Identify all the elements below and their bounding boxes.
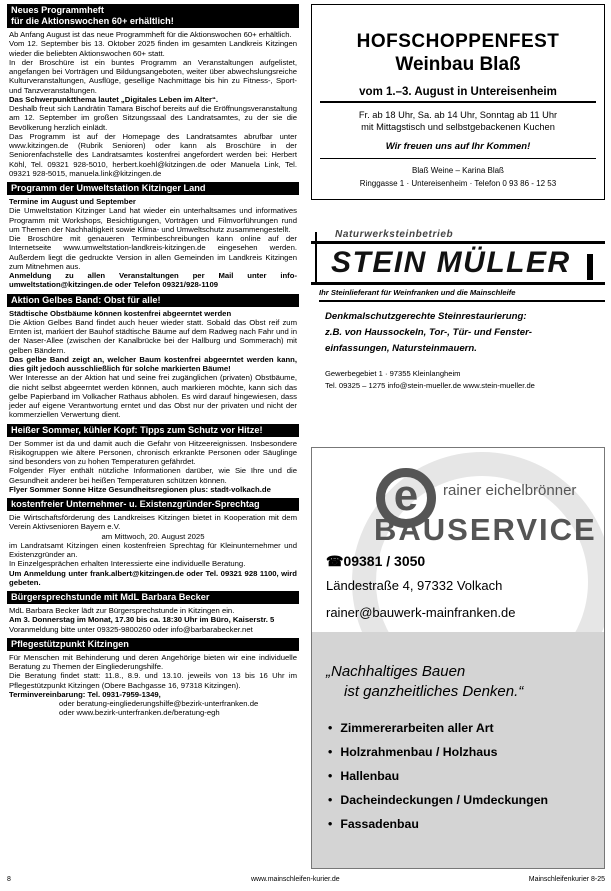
paragraph: oder www.bezirk-unterfranken.de/beratung-egh [59, 708, 220, 718]
desc-line: z.B. von Haussockeln, Tor-, Tür- und Fenster- [325, 327, 532, 338]
ad-hours-note: mit Mittagstisch und selbstgebackenen Kuchen [361, 122, 555, 132]
issue-label: Mainschleifenkurier 8-25 [528, 876, 605, 883]
paragraph: Ab Anfang August ist das neue Programmheft für die Aktionswochen 60+ erhältlich. [9, 30, 292, 39]
service-item: • Zimmererarbeiten aller Art [328, 716, 548, 740]
service-item: • Hallenbau [328, 764, 548, 788]
ad-subtitle: Weinbau Blaß [395, 54, 521, 75]
brand-name: BAUSERVICE [374, 512, 597, 547]
paragraph: Anmeldung zu allen Veranstaltungen per Mail unter info-umweltstation@kitzingen.de oder Telefon 09321/928-1109 [9, 271, 297, 290]
desc-line: einfassungen, Natursteinmauern. [325, 343, 477, 354]
services-list [328, 716, 548, 836]
paragraph: Das Schwerpunktthema lautet „Digitales Leben im Alter“. [9, 94, 219, 104]
ad-title: HOFSCHOPPENFEST [356, 31, 560, 52]
ad-owner: Blaß Weine – Karina Blaß [412, 166, 504, 175]
paragraph: Terminvereinbarung: Tel. 0931-7959-1349, [9, 689, 161, 699]
service-item: • Dacheindeckungen / Umdeckungen [328, 788, 548, 812]
ad-top [312, 448, 604, 632]
company-name: rainer eichelbrönner [443, 482, 577, 499]
logo-bar [587, 254, 593, 280]
ad-tagline: Ihr Steinlieferant für Weinfranken und die Mainschleife [319, 288, 605, 302]
ad-dates: vom 1.–3. August in Untereisenheim [359, 86, 557, 98]
email: rainer@bauwerk-mainfranken.de [326, 605, 516, 620]
section-body [7, 28, 299, 178]
paragraph: Die Wirtschaftsförderung des Landkreises Kitzingen bietet in Kooperation mit dem Verein Aktivsenioren Bayern e.V. [9, 513, 297, 532]
ad-description [325, 309, 605, 357]
quote-line: „Nachhaltiges Bauen [326, 663, 466, 680]
paragraph: Folgender Flyer enthält nützliche Informationen darüber, wie Sie Ihre und die Gesundheit anderer bei heißen Temperaturen schützen können. [9, 466, 297, 485]
paragraph: Das Programm ist auf der Homepage des Landratsamtes abrufbar unter www.kitzingen.de (Rubrik Senioren) oder kann als Broschüre in der Seniorenfachstelle des Landratsamtes kostenfrei angefordert werden bei: Herbert Köhl, Tel. 09321 928-5010, herbert.koehl@kitzingen.de oder Manuela Link, Tel. 09321 928-5015, manuela.link@kitzingen.de [9, 131, 297, 178]
page-number: 8 [7, 876, 11, 883]
paragraph: In Einzelgesprächen erhalten Interessierte eine individuelle Beratung. [9, 559, 246, 569]
section-heading: Programm der Umweltstation Kitzinger Land [7, 182, 299, 195]
brand-logo [311, 241, 605, 285]
hofschoppenfest-ad [311, 4, 605, 200]
contact-address: Gewerbegebiet 1 · 97355 Kleinlangheim [325, 369, 461, 378]
paragraph: Der Sommer ist da und damit auch die Gefahr von Hitzeereignissen. Insbesondere Risikogruppen wie ältere Personen, chronisch erkrankte Personen oder Säuglinge sind besonders von zu hohen Temperaturen gefährdet. [9, 438, 297, 466]
service-item: • Holzrahmenbau / Holzhaus [328, 740, 548, 764]
left-column [7, 4, 299, 718]
paragraph: oder beratung-eingliederungshilfe@bezirk-unterfranken.de [59, 699, 259, 708]
section-body [7, 195, 299, 290]
stein-mueller-ad [311, 220, 605, 427]
contact-details: Tel. 09325 – 1275 info@stein-mueller.de www.stein-mueller.de [325, 381, 535, 390]
paragraph: Die Umweltstation Kitzinger Land hat wieder ein unterhaltsames und informatives Programm mit Workshops, Besichtigungen, Vorträgen und Filmvorführungen rund um Themen der Nachhaltigkeit sowie Klima- und Umweltschutz zusammengestellt. [9, 206, 297, 234]
section-heading: Neues Programmheft für die Aktionswochen 60+ erhältlich! [7, 4, 299, 28]
address: Ländestraße 4, 97332 Volkach [326, 578, 503, 593]
section-heading: Heißer Sommer, kühler Kopf: Tipps zum Schutz vor Hitze! [7, 424, 299, 437]
e-logo-icon: e [376, 468, 436, 528]
paragraph: Vom 12. September bis 13. Oktober 2025 finden im gesamten Landkreis Kitzingen wieder die beliebten Aktionswochen 60+ statt. [9, 39, 297, 58]
paragraph: Die Aktion Gelbes Band findet auch heuer wieder statt. Sobald das Obst reif zum Ernten ist, markiert der Bauhof städtische Bäume auf dem Radweg nach Fahr und in der Naser-Allee (zwischen der Kanalbrücke bei der Hallburg und Sommerach) mit gelben Bändern. [9, 317, 297, 355]
paragraph: Um Anmeldung unter frank.albert@kitzingen.de oder Tel. 09321 928 1100, wird gebeten. [9, 568, 297, 587]
section-heading: Aktion Gelbes Band: Obst für alle! [7, 294, 299, 307]
divider [320, 158, 596, 159]
ad-hours: Fr. ab 18 Uhr, Sa. ab 14 Uhr, Sonntag ab 11 Uhr [358, 110, 558, 120]
paragraph: Flyer Sommer Sonne Hitze Gesundheitsregionen plus: stadt-volkach.de [9, 484, 271, 494]
paragraph: Städtische Obstbäume können kostenfrei abgeerntet werden [9, 308, 232, 318]
ad-address: Ringgasse 1 · Untereisenheim · Telefon 0 93 86 - 12 53 [359, 179, 557, 188]
ad-bottom [312, 632, 604, 869]
section-body [7, 651, 299, 718]
section-heading: Pflegestützpunkt Kitzingen [7, 638, 299, 651]
paragraph: Die Beratung findet statt: 11.8., 8.9. und 13.10. jeweils von 13 bis 16 Uhr im Pflegestützpunkt Kitzingen (Obere Bachgasse 16, 97318 Kitzingen). [9, 671, 297, 690]
ad-kicker: Naturwerksteinbetrieb [335, 229, 454, 240]
service-item: • Fassadenbau [328, 812, 548, 836]
paragraph: Am 3. Donnerstag im Monat, 17.30 bis ca. 18:30 Uhr im Büro, Kaiserstr. 5 [9, 615, 275, 625]
paragraph: Wer Interesse an der Aktion hat und seine frei zugänglichen (privaten) Obstbäume, die nicht selbst abgeerntet werden können, auch markieren möchte, kann sich das gelbe Papierband im Volkacher Rathaus abholen. Es wird darauf hingewiesen, dass jeder auf eigene Verantwortung erntet und das Obst nur der privaten und nicht der kommerziellen Verwertung dient. [9, 373, 297, 420]
section-body [7, 511, 299, 587]
section-body [7, 437, 299, 495]
brand-name: STEIN MÜLLER [331, 246, 571, 279]
quote [326, 662, 523, 702]
paragraph: Für Menschen mit Behinderung und deren Angehörige bieten wir eine individuelle Beratung zu Themen der Eingliederungshilfe. [9, 652, 297, 671]
footer-url: www.mainschleifen-kurier.de [251, 876, 340, 883]
paragraph: Termine im August und September [9, 197, 136, 206]
phone-number: ☎09381 / 3050 [326, 553, 426, 569]
desc-line: Denkmalschutzgerechte Steinrestaurierung: [325, 311, 527, 322]
paragraph: MdL Barbara Becker lädt zur Bürgersprechstunde in Kitzingen ein. [9, 606, 235, 615]
paragraph: Das gelbe Band zeigt an, welcher Baum kostenfrei abgeerntet werden kann, dies gilt jedoch ausschließlich für solche markierten Bäume! [9, 354, 297, 373]
section-body [7, 307, 299, 420]
bauservice-ad [311, 447, 605, 869]
section-heading: Bürgersprechstunde mit MdL Barbara Becker [7, 591, 299, 604]
ad-contact [325, 368, 605, 392]
paragraph: Die Broschüre mit genaueren Terminbeschreibungen kann online auf der Internetseite www.umweltstation-landkreis-kitzingen.de eingesehen werden. Außerdem liegt die gedruckte Version in allen Gemeinden im Landkreis Kitzingen zum Mitnehmen aus. [9, 234, 297, 271]
paragraph: In der Broschüre ist ein buntes Programm an Veranstaltungen aufgelistet, angefangen bei Vorträgen und Bildungsangeboten, weiter über abwechslungsreiche Kulturveranstaltungen, Ausflüge, gesellige Nachmittage bis hin zu Fitness-, Sport- und Tanzveranstaltungen. [9, 57, 297, 95]
ad-invite: Wir freuen uns auf Ihr Kommen! [385, 141, 531, 152]
divider [320, 101, 596, 103]
section-body [7, 604, 299, 634]
section-heading: kostenfreier Unternehmer- u. Existenzgründer-Sprechtag [7, 498, 299, 511]
quote-line: ist ganzheitliches Denken.“ [344, 683, 524, 700]
paragraph: Deshalb freut sich Landrätin Tamara Bischof bereits auf die Eröffnungsveranstaltung am 12. September im großen Sitzungssaal des Landratsamtes, zu der sie die Bevölkerung herzlich einlädt. [9, 104, 297, 132]
paragraph: im Landratsamt Kitzingen einen kostenfreien Sprechtag für Kleinunternehmer und Existenzgründer an. [9, 540, 297, 559]
paragraph: Voranmeldung bitte unter 09325-9800260 oder info@barbarabecker.net [9, 624, 253, 634]
paragraph: am Mittwoch, 20. August 2025 [101, 531, 205, 541]
